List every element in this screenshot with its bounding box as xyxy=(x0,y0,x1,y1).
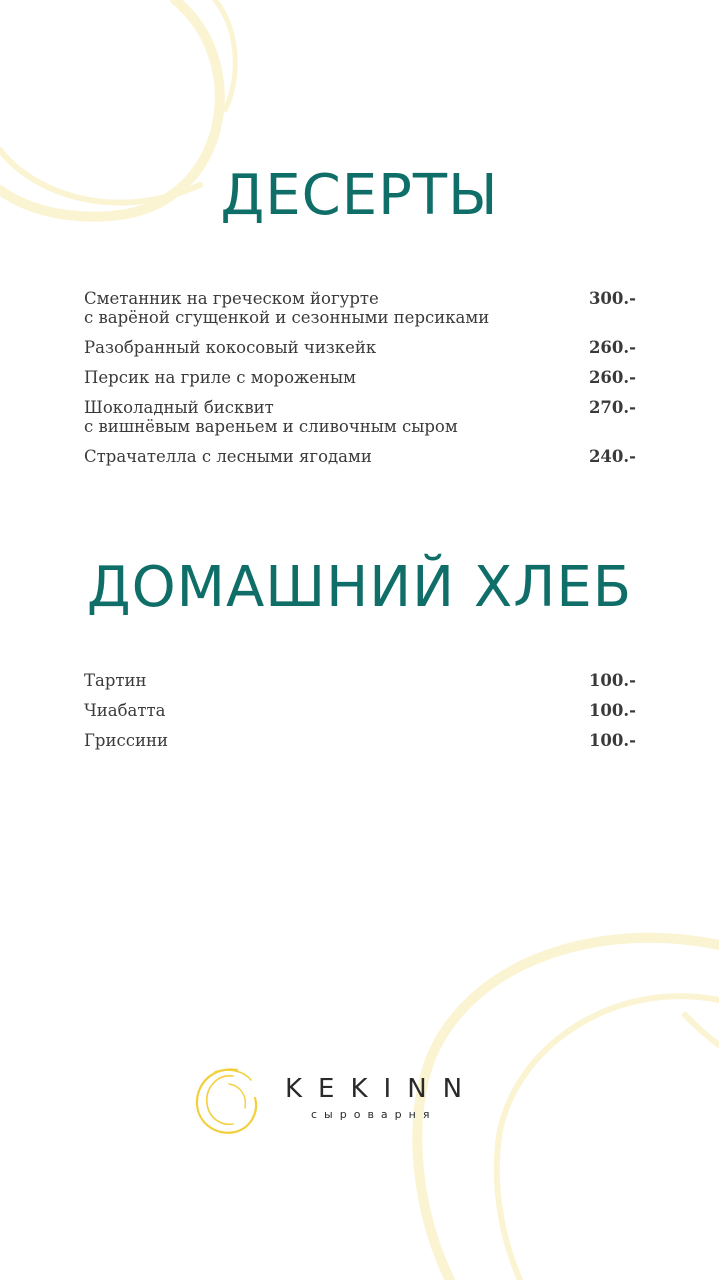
item-price: 270.- xyxy=(588,398,636,417)
desserts-menu-list xyxy=(84,289,636,477)
brand-name: KEKINN xyxy=(285,1074,479,1104)
bread-menu-list xyxy=(84,671,636,761)
item-name: Персик на гриле с мороженым xyxy=(84,368,356,387)
circle-swirl-logo-icon xyxy=(193,1064,263,1140)
brand-subtitle: сыроварня xyxy=(311,1108,437,1121)
list-item xyxy=(84,398,636,436)
list-item xyxy=(84,701,636,720)
item-price: 100.- xyxy=(588,671,636,690)
item-price: 260.- xyxy=(588,368,636,387)
item-price: 260.- xyxy=(588,338,636,357)
item-name: Разобранный кокосовый чизкейк xyxy=(84,338,377,357)
item-description: с варёной сгущенкой и сезонными персиками xyxy=(84,308,490,327)
bread-title: ДОМАШНИЙ ХЛЕБ xyxy=(86,555,633,620)
item-description: с вишнёвым вареньем и сливочным сыром xyxy=(84,417,458,436)
item-price: 240.- xyxy=(588,447,636,466)
list-item xyxy=(84,338,636,357)
item-name: Гриссини xyxy=(84,731,168,750)
list-item xyxy=(84,289,636,327)
list-item xyxy=(84,671,636,690)
item-price: 100.- xyxy=(588,731,636,750)
item-name: Страчателла с лесными ягодами xyxy=(84,447,372,466)
item-name: Тартин xyxy=(84,671,147,690)
list-item xyxy=(84,368,636,387)
item-price: 100.- xyxy=(588,701,636,720)
item-price: 300.- xyxy=(588,289,636,308)
item-name: Шоколадный бисквит xyxy=(84,398,274,417)
brand-logo xyxy=(193,1064,533,1144)
desserts-title: ДЕСЕРТЫ xyxy=(220,163,499,228)
item-name: Сметанник на греческом йогурте xyxy=(84,289,379,308)
list-item xyxy=(84,731,636,750)
item-name: Чиабатта xyxy=(84,701,166,720)
list-item xyxy=(84,447,636,466)
